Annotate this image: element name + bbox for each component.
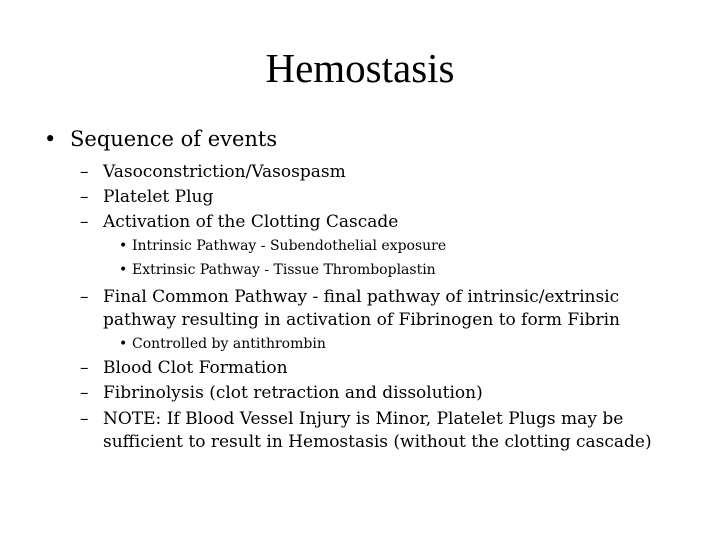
subitem-text-line1: Final Common Pathway - final pathway of intrinsic/extrinsic: [103, 287, 620, 307]
dash-marker: –: [80, 409, 89, 429]
subitem-note-continuation: [103, 432, 652, 452]
bullet-marker: •: [119, 336, 128, 352]
dash-marker: –: [80, 187, 89, 207]
subitem-text: Blood Clot Formation: [103, 358, 288, 378]
dash-marker: –: [80, 212, 89, 232]
subitem-text-line2: pathway resulting in activation of Fibrinogen to form Fibrin: [103, 310, 620, 330]
subitem-text: Platelet Plug: [103, 187, 214, 207]
dash-marker: –: [80, 162, 89, 182]
bullet-text: Sequence of events: [70, 127, 278, 151]
bullet-marker: •: [44, 127, 57, 151]
dash-marker: –: [80, 358, 89, 378]
subitem-text-line2: sufficient to result in Hemostasis (without the clotting cascade): [103, 432, 652, 452]
bullet-marker: •: [119, 238, 128, 254]
subitem-text-line1: NOTE: If Blood Vessel Injury is Minor, Platelet Plugs may be: [103, 409, 624, 429]
slide-title: Hemostasis: [265, 45, 455, 91]
bullet-marker: •: [119, 262, 128, 278]
subsubitem-text: Extrinsic Pathway - Tissue Thromboplastin: [132, 262, 436, 278]
subitem-final-common-pathway-continuation: [103, 310, 620, 330]
subitem-text: Fibrinolysis (clot retraction and dissolution): [103, 383, 483, 403]
subsubitem-text: Controlled by antithrombin: [132, 336, 326, 352]
dash-marker: –: [80, 383, 89, 403]
subitem-text: Vasoconstriction/Vasospasm: [103, 162, 346, 182]
subitem-text: Activation of the Clotting Cascade: [103, 212, 399, 232]
subsubitem-text: Intrinsic Pathway - Subendothelial exposure: [132, 238, 447, 254]
dash-marker: –: [80, 287, 89, 307]
